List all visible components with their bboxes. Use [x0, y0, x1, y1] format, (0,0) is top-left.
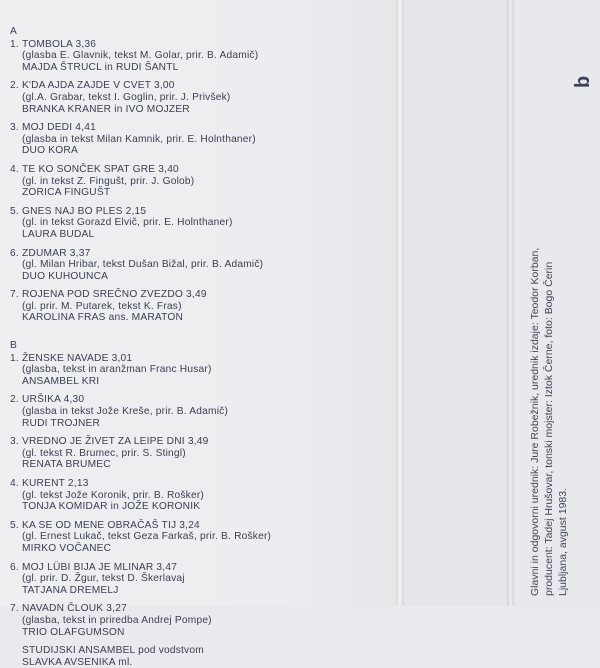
footer-line: STUDIJSKI ANSAMBEL pod vodstvom: [22, 645, 204, 657]
track-entry: [10, 289, 390, 324]
track-artist: RENATA BRUMEC: [22, 459, 111, 471]
track-credit: (gl. prir. M. Putarek, tekst K. Fras): [22, 300, 182, 312]
track-artist: TATJANA DREMELJ: [22, 584, 119, 596]
track-title: TOMBOLA 3,36: [22, 38, 97, 50]
track-credit: (glasba in tekst Milan Kamnik, prir. E. Holnthaner): [22, 133, 256, 145]
track-title: URŠIKA 4,30: [22, 394, 85, 406]
track-number: 1.: [10, 38, 19, 50]
credit-line: Ljubljana, avgust 1983.: [557, 488, 569, 596]
track-number: 6.: [10, 561, 19, 573]
track-number: 4.: [10, 163, 19, 175]
track-entry: [10, 248, 390, 283]
track-artist: TONJA KOMIDAR in JOŽE KORONIK: [22, 501, 201, 513]
studio-ensemble-note: [10, 645, 390, 668]
track-title: K'DA AJDA ZAJDE V CVET 3,00: [22, 80, 175, 92]
track-credit: (gl. Ernest Lukač, tekst Geza Farkaš, prir. B. Rošker): [22, 531, 272, 543]
track-artist: MIRKO VOČANEC: [22, 542, 112, 554]
track-title: ZDUMAR 3,37: [22, 247, 91, 259]
track-number: 5.: [10, 519, 19, 531]
spine-letter: b: [572, 75, 594, 88]
track-artist: BRANKA KRANER in IVO MOJZER: [22, 103, 190, 115]
side-label: B: [10, 340, 17, 352]
track-entry: [10, 394, 390, 429]
track-credit: (glasba, tekst in aranžman Franc Husar): [22, 364, 212, 376]
side-a: [10, 26, 390, 324]
track-title: KURENT 2,13: [22, 478, 89, 489]
track-credit: (gl. prir. D. Žgur, tekst D. Škerlavaj: [22, 573, 185, 585]
tracklist: [10, 26, 390, 668]
track-artist: ANSAMBEL KRI: [22, 375, 100, 387]
track-artist: TRIO OLAFGUMSON: [22, 626, 125, 638]
track-number: 6.: [10, 247, 19, 259]
track-number: 7.: [10, 289, 19, 301]
track-title: VREDNO JE ŽIVET ZA LEIPE DNI 3,49: [22, 436, 209, 448]
track-number: 4.: [10, 478, 19, 489]
side-b: [10, 340, 390, 638]
track-number: 3.: [10, 436, 19, 448]
track-number: 5.: [10, 205, 19, 217]
track-credit: (gl. in tekst Gorazd Elvič, prir. E. Holnthaner): [22, 217, 233, 229]
track-title: MOJ LÜBI BIJA JE MLINAR 3,47: [22, 561, 178, 573]
track-entry: [10, 436, 390, 471]
track-title: KA SE OD MENE OBRAČAŠ TIJ 3,24: [22, 519, 200, 531]
track-artist: DUO KUHOUNCA: [22, 270, 109, 282]
track-entry: [10, 206, 390, 241]
track-entry: [10, 80, 390, 115]
track-title: NAVADN ČLOUK 3,27: [22, 603, 127, 615]
track-entry: [10, 478, 390, 513]
credit-line: Glavni in odgovorni urednik: Jure Robežnik, urednik izdaje: Teodor Korban,: [529, 247, 541, 596]
track-artist: ZORICA FINGUŠT: [22, 187, 111, 199]
track-entry: [10, 520, 390, 555]
track-credit: (gl.A. Grabar, tekst I. Goglin, prir. J. Privšek): [22, 91, 231, 103]
credit-line: producent: Tadej Hrušovar, tonski mojster: Iztok Černe, foto: Bogo Čerin: [543, 261, 555, 596]
track-title: TE KO SONČEK SPAT GRE 3,40: [22, 163, 179, 175]
track-artist: KAROLINA FRAS ans. MARATON: [22, 312, 184, 324]
track-artist: DUO KORA: [22, 145, 78, 157]
track-title: ROJENA POD SREČNO ZVEZDO 3,49: [22, 289, 207, 301]
fold-crease: [396, 0, 404, 606]
track-title: ŽENSKE NAVADE 3,01: [22, 352, 133, 364]
track-credit: (glasba E. Glavnik, tekst M. Golar, prir. B. Adamič): [22, 50, 259, 62]
side-label: A: [10, 26, 17, 37]
track-number: 2.: [10, 80, 19, 92]
track-credit: (gl. Milan Hribar, tekst Dušan Bižal, prir. B. Adamič): [22, 259, 264, 271]
track-number: 7.: [10, 603, 19, 615]
production-credits: [528, 176, 570, 596]
footer-line: SLAVKA AVSENIKA ml.: [22, 656, 133, 668]
track-entry: [10, 353, 390, 388]
track-title: GNES NAJ BO PLES 2,15: [22, 205, 147, 217]
fold-crease: [507, 0, 514, 606]
track-title: MOJ DEDI 4,41: [22, 122, 96, 134]
track-entry: [10, 122, 390, 157]
track-number: 2.: [10, 394, 19, 406]
track-credit: (gl. tekst Jože Koronik, prir. B. Rošker): [22, 489, 205, 501]
track-credit: (gl. tekst R. Brumec, prir. S. Stingl): [22, 447, 186, 459]
track-credit: (glasba, tekst in priredba Andrej Pompe): [22, 614, 212, 626]
track-entry: [10, 39, 390, 74]
track-number: 1.: [10, 352, 19, 364]
track-credit: (gl. in tekst Z. Fingušt, prir. J. Golob): [22, 175, 195, 187]
track-credit: (glasba in tekst Jože Kreše, prir. B. Adamič): [22, 406, 229, 418]
track-number: 3.: [10, 122, 19, 134]
track-artist: RUDI TROJNER: [22, 417, 101, 429]
track-entry: [10, 603, 390, 638]
track-entry: [10, 562, 390, 597]
middle-panel: [404, 0, 510, 606]
track-artist: MAJDA ŠTRUCL in RUDI ŠANTL: [22, 61, 179, 73]
track-artist: LAURA BUDAL: [22, 228, 95, 240]
track-entry: [10, 164, 390, 199]
